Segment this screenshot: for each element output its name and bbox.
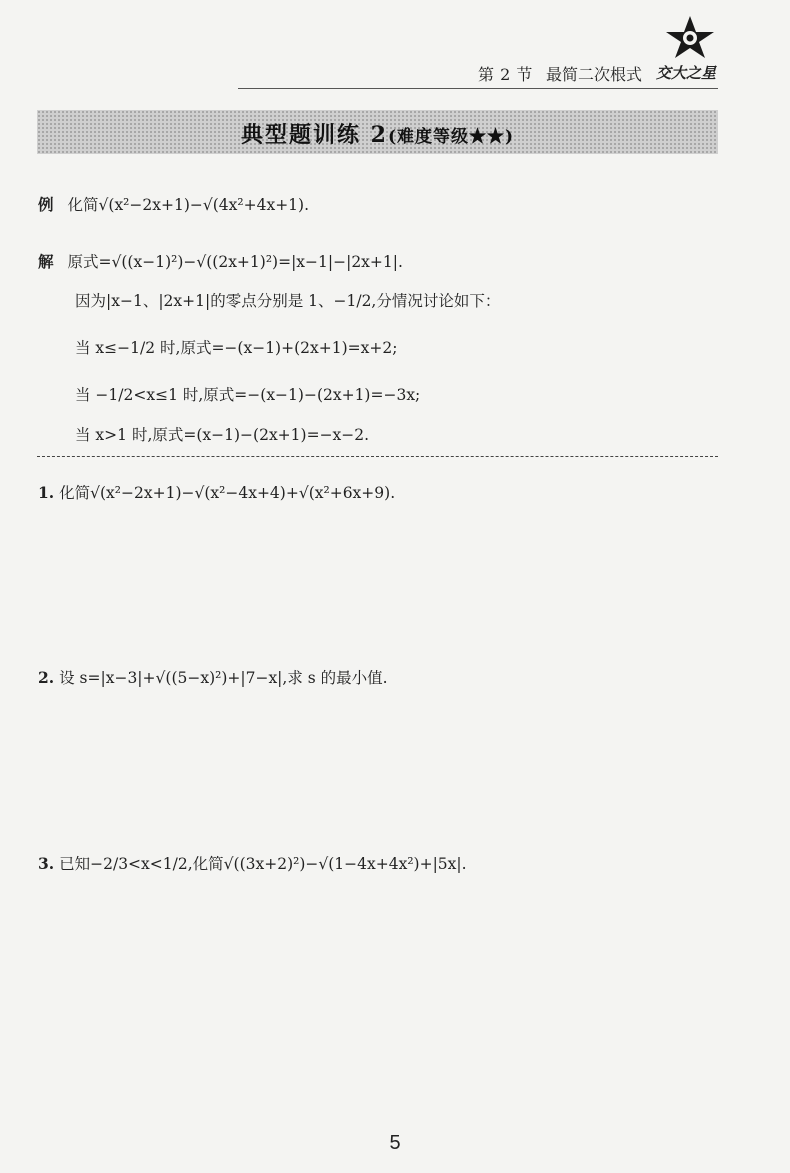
question-text: 化简√(x²−2x+1)−√(x²−4x+4)+√(x²+6x+9).	[59, 484, 396, 502]
solution-line-5: 当 x>1 时,原式=(x−1)−(2x+1)=−x−2.	[75, 426, 370, 444]
header-section-number: 第 2 节	[478, 65, 533, 84]
question-text: 已知−2/3<x<1/2,化简√((3x+2)²)−√(1−4x+4x²)+|5x|.	[59, 855, 467, 873]
header-section-title: 最简二次根式	[546, 65, 643, 84]
example-text: 化简√(x²−2x+1)−√(4x²+4x+1).	[67, 196, 310, 214]
banner-heading	[37, 118, 718, 149]
banner-difficulty: (难度等级★★)	[387, 127, 515, 147]
question-1	[38, 481, 395, 503]
solution-line-2: 因为|x−1、|2x+1|的零点分别是 1、−1/2,分情况讨论如下：	[75, 292, 501, 310]
bleed-through-text	[400, 190, 404, 205]
dashed-divider	[37, 456, 718, 457]
question-number: 3.	[38, 854, 55, 873]
solution-line-3: 当 x≤−1/2 时,原式=−(x−1)+(2x+1)=x+2;	[75, 339, 398, 357]
question-number: 2.	[38, 668, 55, 687]
section-banner	[37, 110, 718, 154]
question-number: 1.	[38, 483, 55, 502]
question-text: 设 s=|x−3|+√((5−x)²)+|7−x|,求 s 的最小值.	[59, 669, 388, 687]
banner-title: 典型题训练 2	[240, 122, 388, 148]
solution-line-4: 当 −1/2<x≤1 时,原式=−(x−1)−(2x+1)=−3x;	[75, 386, 421, 404]
solution-text: 原式=√((x−1)²)−√((2x+1)²)=|x−1|−|2x+1|.	[67, 253, 403, 271]
question-2	[38, 666, 388, 688]
example-line	[38, 193, 309, 215]
solution-line-1	[38, 250, 403, 272]
solution-tag: 解	[38, 252, 54, 271]
example-tag: 例	[38, 195, 54, 214]
header-rule	[238, 88, 718, 89]
header-brand: 交大之星	[656, 64, 717, 82]
page-number: 5	[389, 1132, 401, 1154]
star-logo-icon	[664, 14, 716, 60]
question-3	[38, 852, 467, 874]
